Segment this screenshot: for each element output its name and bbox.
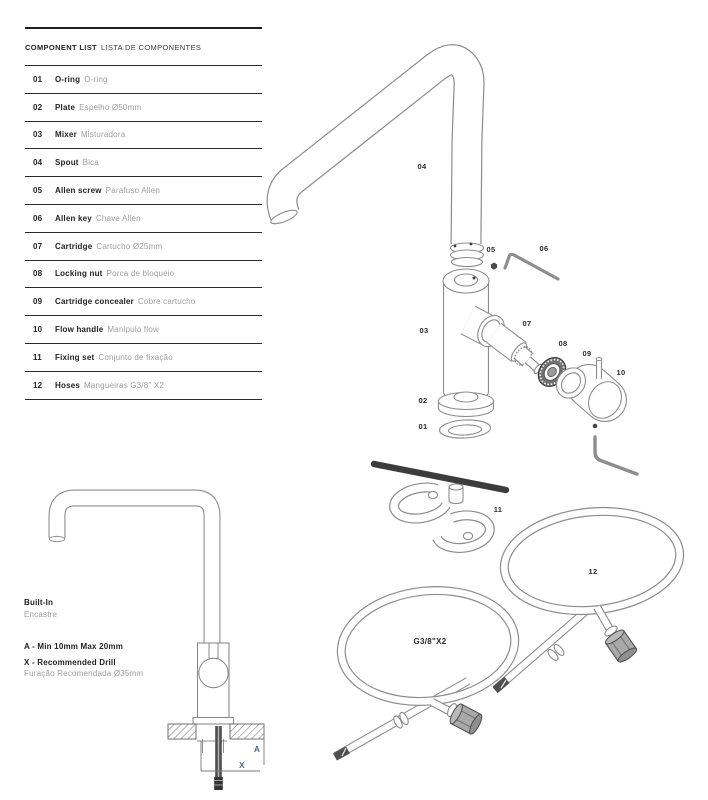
countertop-section bbox=[168, 724, 196, 739]
cartridge-drawing bbox=[494, 333, 543, 375]
part-name-pt: Misturadora bbox=[80, 130, 126, 140]
part-label-02: 02 bbox=[418, 396, 428, 405]
part-label-04: 04 bbox=[417, 162, 427, 171]
handle-pin bbox=[596, 358, 602, 380]
o-ring-drawing bbox=[439, 419, 491, 440]
part-number: 06 bbox=[33, 213, 43, 223]
part-label-07: 07 bbox=[522, 319, 532, 328]
part-label-12: 12 bbox=[588, 567, 598, 576]
allen-screw-icon bbox=[491, 263, 497, 270]
part-number: 08 bbox=[33, 269, 43, 279]
part-number: 11 bbox=[33, 352, 42, 362]
component-row-05 bbox=[25, 177, 262, 205]
dim-x-note: X - Recommended Drill bbox=[24, 657, 116, 667]
part-name-pt: Espelho Ø50mm bbox=[79, 102, 142, 112]
part-number: 12 bbox=[33, 380, 43, 390]
hoses-drawing bbox=[335, 503, 685, 757]
component-row-04 bbox=[25, 149, 262, 177]
dim-x-note-pt: Furação Recomendada Ø35mm bbox=[24, 669, 144, 678]
part-name-pt: O-ring bbox=[84, 74, 108, 84]
spout-joint-rings bbox=[451, 243, 484, 267]
plate-drawing bbox=[439, 392, 494, 417]
component-row-11 bbox=[25, 344, 262, 372]
part-name-en: Cartridge bbox=[55, 241, 93, 251]
component-list-title-pt: LISTA DE COMPONENTES bbox=[100, 42, 202, 52]
countertop-section bbox=[230, 724, 264, 739]
component-list-title-en: COMPONENT LIST bbox=[25, 42, 97, 52]
part-label-03: 03 bbox=[419, 326, 429, 335]
component-row-03 bbox=[25, 122, 262, 150]
part-name-en: Allen screw bbox=[55, 186, 102, 196]
part-label-05: 05 bbox=[486, 245, 496, 254]
component-row-02 bbox=[25, 94, 262, 122]
part-number: 10 bbox=[33, 325, 43, 335]
handle-circle bbox=[199, 658, 228, 687]
component-row-01 bbox=[25, 66, 262, 94]
part-name-en: Mixer bbox=[55, 130, 77, 140]
component-row-10 bbox=[25, 316, 262, 344]
component-list-header bbox=[25, 29, 262, 66]
handle-screw-icon bbox=[593, 424, 598, 429]
component-list bbox=[25, 27, 262, 400]
part-name-pt: Chave Allen bbox=[95, 213, 141, 223]
built-in-title-en: Built-In bbox=[24, 598, 54, 607]
part-number: 02 bbox=[33, 102, 43, 112]
dim-label-a: A bbox=[253, 745, 261, 754]
part-label-11: 11 bbox=[493, 505, 503, 514]
part-name-en: Allen key bbox=[55, 213, 92, 223]
part-name-pt: Bica bbox=[82, 158, 100, 168]
part-number: 05 bbox=[33, 186, 43, 196]
part-name-pt: Parafuso Allen bbox=[105, 186, 161, 196]
part-name-pt: Manipulo flow bbox=[107, 325, 159, 335]
part-name-en: Flow handle bbox=[55, 325, 104, 335]
component-row-09 bbox=[25, 288, 262, 316]
component-row-12 bbox=[25, 372, 262, 400]
component-row-08 bbox=[25, 261, 262, 289]
part-name-pt: Conjunto de fixação bbox=[98, 352, 173, 362]
dim-a-note: A - Min 10mm Max 20mm bbox=[24, 642, 124, 651]
part-name-en: Locking nut bbox=[55, 269, 103, 279]
built-in-title-pt: Encastre bbox=[24, 609, 58, 619]
part-name-en: Fixing set bbox=[55, 352, 95, 362]
part-name-pt: Cartucho Ø25mm bbox=[96, 241, 163, 251]
part-label-08: 08 bbox=[558, 339, 568, 348]
part-label-01: 01 bbox=[418, 422, 428, 431]
part-name-pt: Cobre cartucho bbox=[137, 297, 196, 307]
allen-key-icon bbox=[505, 254, 558, 279]
part-label-09: 09 bbox=[582, 349, 592, 358]
built-in-note bbox=[24, 597, 143, 680]
part-number: 03 bbox=[33, 130, 43, 140]
part-number: 07 bbox=[33, 241, 43, 251]
part-number: 04 bbox=[33, 158, 43, 168]
part-number: 09 bbox=[33, 297, 43, 307]
part-name-pt: Porca de bloqueio bbox=[106, 269, 175, 279]
fixing-set-drawing bbox=[374, 464, 506, 548]
part-name-en: O-ring bbox=[55, 74, 81, 84]
component-row-07 bbox=[25, 233, 262, 261]
dim-line-x bbox=[201, 741, 260, 771]
part-label-06: 06 bbox=[539, 244, 549, 253]
threaded-rod bbox=[374, 464, 506, 490]
part-name-en: Spout bbox=[55, 158, 79, 168]
part-name-en: Cartridge concealer bbox=[55, 297, 134, 307]
exploded-spout-drawing bbox=[269, 60, 469, 244]
part-name-pt: Mangueiras G3/8" X2 bbox=[84, 380, 165, 390]
component-row-06 bbox=[25, 205, 262, 233]
flow-handle-drawing bbox=[582, 376, 628, 424]
part-name-en: Plate bbox=[55, 102, 76, 112]
dim-label-x: X bbox=[239, 761, 245, 770]
part-number: 01 bbox=[33, 74, 43, 84]
part-name-en: Hoses bbox=[55, 380, 81, 390]
part-label-10: 10 bbox=[616, 368, 626, 377]
handle-allen-key-icon bbox=[595, 437, 637, 474]
hose-spec-label: G3/8"X2 bbox=[413, 637, 447, 646]
